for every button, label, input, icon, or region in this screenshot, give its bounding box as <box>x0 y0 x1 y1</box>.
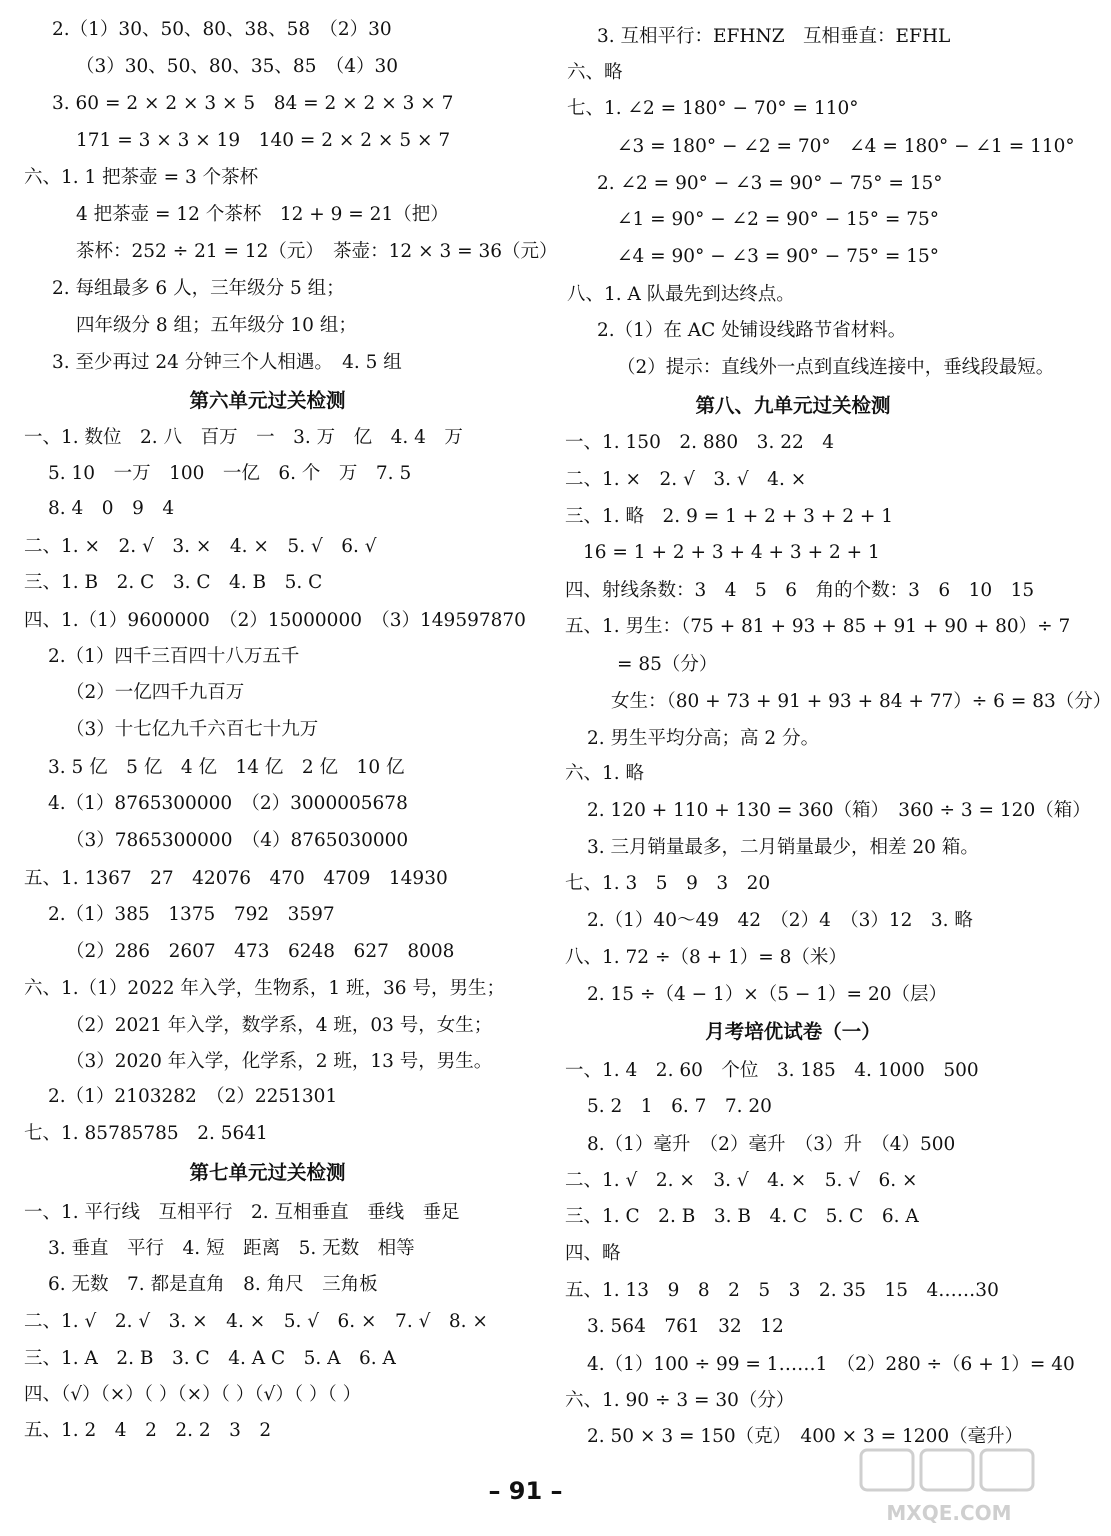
answer-line: 4 把茶壶 = 12 个茶杯 12 + 9 = 21（把） <box>76 204 449 225</box>
watermark-logo <box>859 1446 1039 1528</box>
answer-line: 二、1. √ 2. √ 3. × 4. × 5. √ 6. × 7. √ 8. × <box>24 1311 488 1332</box>
answer-line: 女生：（80 + 73 + 91 + 93 + 84 + 77）÷ 6 = 83（分） <box>611 691 1111 712</box>
answer-line: 八、1. A 队最先到达终点。 <box>567 284 795 305</box>
answer-line: 2.（1）在 AC 处铺设线路节省材料。 <box>597 320 907 341</box>
answer-line: 一、1. 平行线 互相平行 2. 互相垂直 垂线 垂足 <box>24 1202 460 1223</box>
answer-line: 8. 4 0 9 4 <box>48 498 175 519</box>
answer-line: 2.（1）40～49 42 （2）4 （3）12 3. 略 <box>587 910 973 931</box>
answer-line: （3）7865300000 （4）8765030000 <box>66 830 409 851</box>
answer-line: ∠4 = 90° − ∠3 = 90° − 75° = 15° <box>617 246 940 267</box>
answer-line: 3. 互相平行：EFHNZ 互相垂直：EFHL <box>597 26 951 47</box>
answer-line: （2）286 2607 473 6248 627 8008 <box>66 941 455 962</box>
answer-line: 2.（1）2103282 （2）2251301 <box>48 1086 338 1107</box>
answer-line: 3. 5 亿 5 亿 4 亿 14 亿 2 亿 10 亿 <box>48 757 405 778</box>
answer-line: 4.（1）100 ÷ 99 = 1……1 （2）280 ÷（6 + 1）= 40 <box>587 1354 1075 1375</box>
answer-line: 2.（1）385 1375 792 3597 <box>48 904 335 925</box>
answer-line: = 85（分） <box>617 654 718 675</box>
section-title-unit6: 第六单元过关检测 <box>189 389 346 412</box>
answer-line: 五、1. 13 9 8 2 5 3 2. 35 15 4……30 <box>565 1280 999 1301</box>
answer-line: 171 = 3 × 3 × 19 140 = 2 × 2 × 5 × 7 <box>76 130 451 151</box>
answer-line: ∠1 = 90° − ∠2 = 90° − 15° = 75° <box>617 209 940 230</box>
answer-line: 8.（1）毫升 （2）毫升 （3）升 （4）500 <box>587 1134 956 1155</box>
answer-line: 四、（√）（×）（ ）（×）（ ）（√）（ ）（ ） <box>24 1384 362 1405</box>
answer-line: 三、1. B 2. C 3. C 4. B 5. C <box>24 572 323 593</box>
answer-line: （2）提示：直线外一点到直线连接中，垂线段最短。 <box>617 357 1055 378</box>
answer-line: （3）2020 年入学，化学系，2 班，13 号，男生。 <box>66 1051 493 1072</box>
answer-line: 2. 每组最多 6 人，三年级分 5 组； <box>52 278 345 299</box>
answer-line: 茶杯：252 ÷ 21 = 12（元） 茶壶：12 × 3 = 36（元） <box>76 241 558 262</box>
answer-line: 二、1. × 2. √ 3. √ 4. × <box>565 469 807 490</box>
answer-line: 3. 垂直 平行 4. 短 距离 5. 无数 相等 <box>48 1238 415 1259</box>
answer-line: 3. 60 = 2 × 2 × 3 × 5 84 = 2 × 2 × 3 × 7 <box>52 93 454 114</box>
answer-line: （3）十七亿九千六百七十九万 <box>66 719 319 740</box>
answer-line: 一、1. 4 2. 60 个位 3. 185 4. 1000 500 <box>565 1060 979 1081</box>
watermark-text: MXQE.COM <box>886 1501 1012 1525</box>
answer-line: 六、1. 1 把茶壶 = 3 个茶杯 <box>24 167 259 188</box>
answer-line: （2）一亿四千九百万 <box>66 682 245 703</box>
section-title-monthly: 月考培优试卷（一） <box>705 1020 881 1043</box>
answer-line: 七、1. 3 5 9 3 20 <box>565 873 771 894</box>
answer-line: 四年级分 8 组；五年级分 10 组； <box>76 315 357 336</box>
answer-line: 3. 三月销量最多，二月销量最少，相差 20 箱。 <box>587 837 979 858</box>
answer-line: 七、1. 85785785 2. 5641 <box>24 1123 268 1144</box>
answer-line: 五、1. 2 4 2 2. 2 3 2 <box>24 1420 272 1441</box>
answer-line: 一、1. 150 2. 880 3. 22 4 <box>565 432 835 453</box>
answer-line: 6. 无数 7. 都是直角 8. 角尺 三角板 <box>48 1274 378 1295</box>
answer-line: 七、1. ∠2 = 180° − 70° = 110° <box>567 98 859 119</box>
answer-line: 二、1. × 2. √ 3. × 4. × 5. √ 6. √ <box>24 536 377 557</box>
answer-line: （3）30、50、80、35、85 （4）30 <box>76 56 399 77</box>
answer-line: 四、1.（1）9600000 （2）15000000 （3）149597870 <box>24 610 526 631</box>
answer-line: 一、1. 数位 2. 八 百万 一 3. 万 亿 4. 4 万 <box>24 427 463 448</box>
answer-line: 六、1. 略 <box>565 763 645 784</box>
answer-line: 4.（1）8765300000 （2）3000005678 <box>48 793 408 814</box>
answer-line: 五、1. 男生：（75 + 81 + 93 + 85 + 91 + 90 + 80）÷ 7 <box>565 616 1071 637</box>
answer-line: 2. 男生平均分高；高 2 分。 <box>587 728 820 749</box>
answer-line: 五、1. 1367 27 42076 470 4709 14930 <box>24 868 448 889</box>
answer-line: 2.（1）30、50、80、38、58 （2）30 <box>52 19 392 40</box>
answer-line: 四、略 <box>565 1243 621 1264</box>
answer-line: 5. 2 1 6. 7 7. 20 <box>587 1096 772 1117</box>
answer-line: 5. 10 一万 100 一亿 6. 个 万 7. 5 <box>48 463 412 484</box>
answer-line: 2. ∠2 = 90° − ∠3 = 90° − 75° = 15° <box>597 173 943 194</box>
answer-line: 2. 50 × 3 = 150（克） 400 × 3 = 1200（毫升） <box>587 1426 1024 1447</box>
answer-line: （2）2021 年入学，数学系，4 班，03 号，女生； <box>66 1015 493 1036</box>
answer-line: 2.（1）四千三百四十八万五千 <box>48 646 300 667</box>
answer-line: 2. 15 ÷（4 − 1）×（5 − 1）= 20（层） <box>587 984 947 1005</box>
answer-line: 六、1.（1）2022 年入学，生物系，1 班，36 号，男生； <box>24 978 505 999</box>
page-number: – 91 – <box>488 1477 563 1505</box>
section-title-unit89: 第八、九单元过关检测 <box>695 394 891 417</box>
answer-line: 3. 564 761 32 12 <box>587 1316 784 1337</box>
answer-line: 六、略 <box>567 62 623 83</box>
answer-line: 三、1. C 2. B 3. B 4. C 5. C 6. A <box>565 1206 919 1227</box>
answer-line: 2. 120 + 110 + 130 = 360（箱） 360 ÷ 3 = 120（箱） <box>587 800 1091 821</box>
answer-line: 3. 至少再过 24 分钟三个人相遇。 4. 5 组 <box>52 352 402 373</box>
section-title-unit7: 第七单元过关检测 <box>189 1161 346 1184</box>
answer-line: 16 = 1 + 2 + 3 + 4 + 3 + 2 + 1 <box>583 542 880 563</box>
answer-line: 三、1. A 2. B 3. C 4. A C 5. A 6. A <box>24 1348 396 1369</box>
answer-line: ∠3 = 180° − ∠2 = 70° ∠4 = 180° − ∠1 = 110° <box>617 136 1075 157</box>
answer-line: 四、射线条数：3 4 5 6 角的个数：3 6 10 15 <box>565 580 1035 601</box>
answer-line: 八、1. 72 ÷（8 + 1）= 8（米） <box>565 947 847 968</box>
answer-line: 六、1. 90 ÷ 3 = 30（分） <box>565 1390 795 1411</box>
answer-line: 三、1. 略 2. 9 = 1 + 2 + 3 + 2 + 1 <box>565 506 893 527</box>
answer-line: 二、1. √ 2. × 3. √ 4. × 5. √ 6. × <box>565 1170 918 1191</box>
